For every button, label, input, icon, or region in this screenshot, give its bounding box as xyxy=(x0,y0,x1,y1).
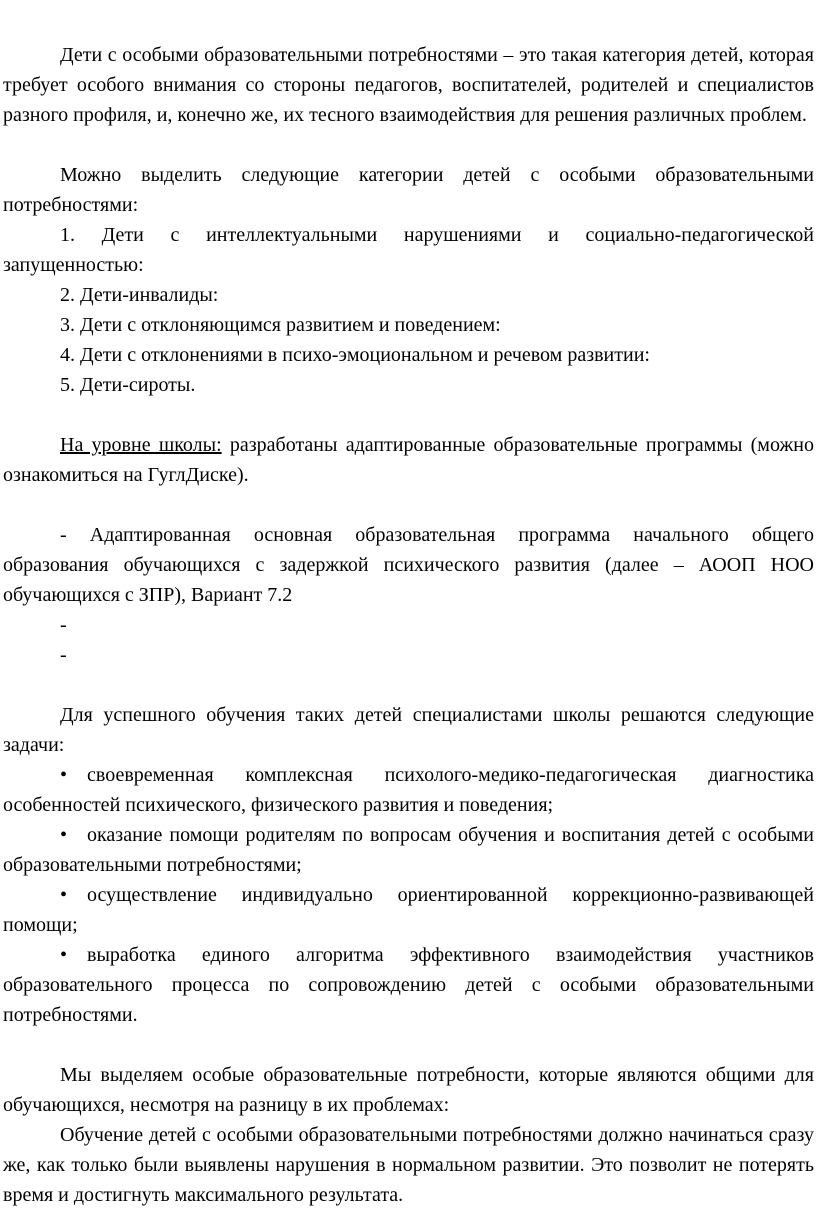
bullet-text: оказание помощи родителям по вопросам обучения и воспитания детей с особыми образовательными потребностями; xyxy=(3,824,814,876)
categories-intro: Можно выделить следующие категории детей с особыми образовательными потребностями: xyxy=(3,164,814,216)
spacer xyxy=(3,490,814,520)
bullet-item xyxy=(3,760,814,820)
bullet-text: осуществление индивидуально ориентированной коррекционно-развивающей помощи; xyxy=(3,884,814,936)
list-item xyxy=(3,370,814,400)
list-item-text: Дети с отклонениями в психо-эмоциональном и речевом развитии: xyxy=(80,344,650,366)
bullet-item xyxy=(3,940,814,1030)
school-level-label: На уровне школы: xyxy=(60,434,222,456)
bullet-item xyxy=(3,820,814,880)
spacer xyxy=(3,670,814,700)
list-item xyxy=(3,280,814,310)
list-item-number: 5. xyxy=(60,374,75,396)
bullet-icon: • xyxy=(60,944,68,966)
spacer xyxy=(3,1030,814,1060)
list-item xyxy=(3,310,814,340)
list-item-number: 2. xyxy=(60,284,75,306)
dash-item: - xyxy=(60,614,67,636)
spacer xyxy=(3,400,814,430)
dash-item: - xyxy=(60,644,67,666)
bullet-item xyxy=(3,880,814,940)
school-level-paragraph xyxy=(3,430,814,490)
list-item-text: Дети-инвалиды: xyxy=(80,284,219,306)
list-item-number: 3. xyxy=(60,314,75,336)
list-item xyxy=(3,340,814,370)
tasks-list xyxy=(3,760,814,1030)
program-item: - Адаптированная основная образовательная программа начального общего образования обучающихся с задержкой психического развития (далее – АООП НОО обучающихся с ЗПР), Вариант 7.2 xyxy=(3,524,814,606)
list-item-number: 1. xyxy=(60,224,75,246)
list-item-text: Дети с интеллектуальными нарушениями и социально-педагогической запущенностью: xyxy=(3,224,815,276)
list-item xyxy=(3,220,814,280)
school-level-text: разработаны адаптированные образовательные программы (можно ознакомиться на ГуглДиске). xyxy=(3,434,814,486)
list-item-text: Дети-сироты. xyxy=(80,374,196,396)
list-item-number: 4. xyxy=(60,344,75,366)
needs-intro: Мы выделяем особые образовательные потребности, которые являются общими для обучающихся, несмотря на разницу в их проблемах: xyxy=(3,1064,814,1116)
intro-paragraph: Дети с особыми образовательными потребностями – это такая категория детей, которая требует особого внимания со стороны педагогов, воспитателей, родителей и специалистов разного профиля, и, конечно же, их тесного взаимодействия для решения различных проблем. xyxy=(3,44,814,126)
bullet-icon: • xyxy=(60,884,68,906)
categories-list xyxy=(3,220,814,400)
bullet-text: выработка единого алгоритма эффективного взаимодействия участников образовательного процесса по сопровождению детей с особыми образовательными потребностями. xyxy=(3,944,814,1026)
spacer xyxy=(3,130,814,160)
bullet-icon: • xyxy=(60,824,68,846)
list-item-text: Дети с отклоняющимся развитием и поведением: xyxy=(80,314,501,336)
bullet-icon: • xyxy=(60,764,68,786)
tasks-intro: Для успешного обучения таких детей специалистами школы решаются следующие задачи: xyxy=(3,704,814,756)
needs-paragraph: Обучение детей с особыми образовательными потребностями должно начинаться сразу же, как только были выявлены нарушения в нормальном развитии. Это позволит не потерять время и достигнуть максимального результата. xyxy=(3,1124,814,1206)
bullet-text: своевременная комплексная психолого-медико-педагогическая диагностика особенностей психического, физического развития и поведения; xyxy=(3,764,814,816)
